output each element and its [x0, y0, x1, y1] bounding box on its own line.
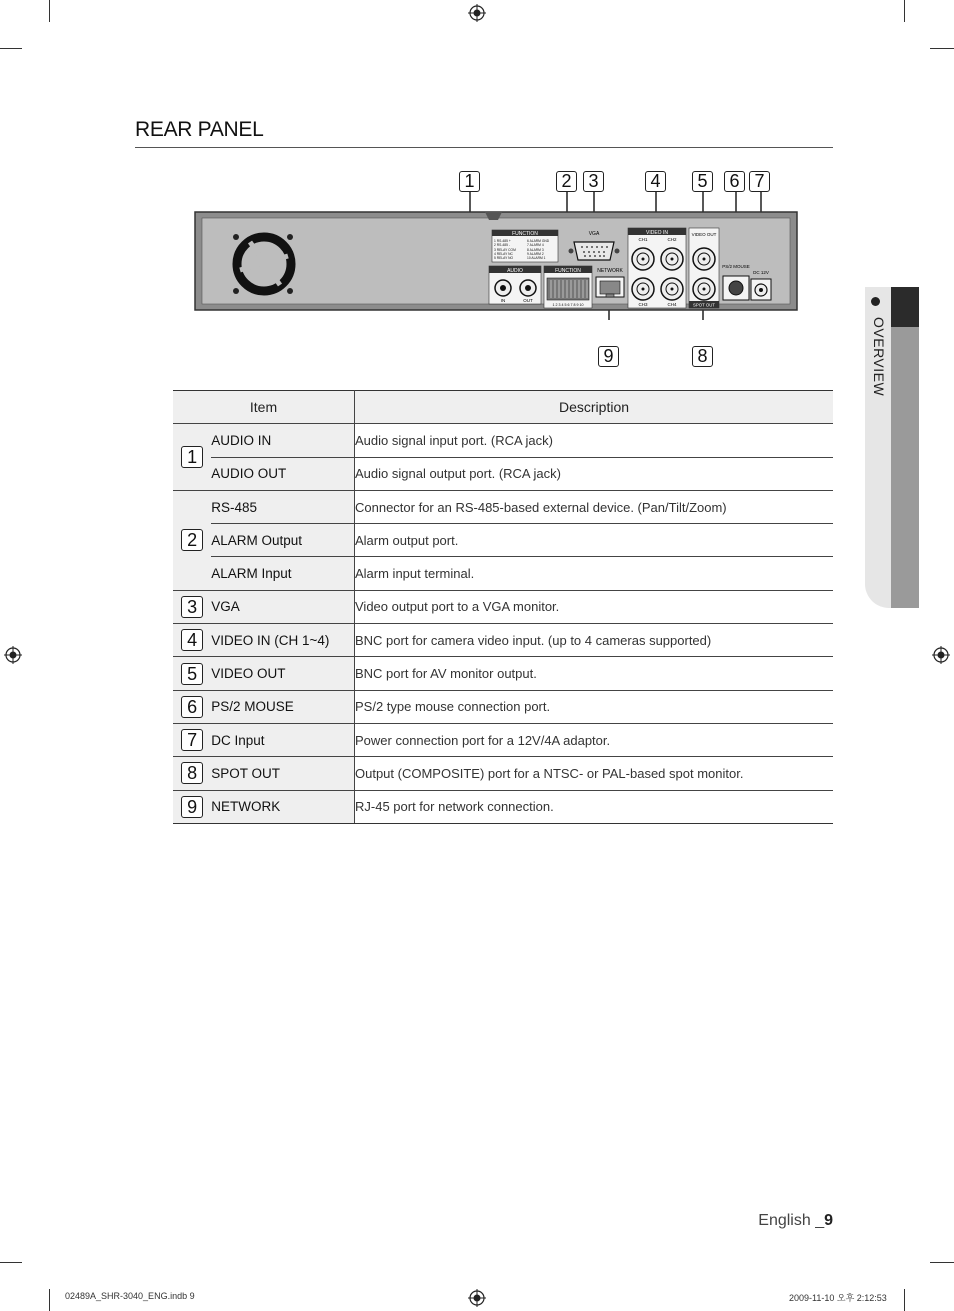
- item-name: AUDIO IN: [211, 424, 354, 457]
- item-description: Alarm output port.: [355, 524, 834, 557]
- item-number: 9: [181, 796, 203, 818]
- item-number-cell: [173, 490, 211, 590]
- function-legend-item: 3 RELAY COM: [494, 248, 516, 252]
- print-file-info: 02489A_SHR-3040_ENG.indb 9: [65, 1291, 195, 1301]
- function-legend-item: 2 RS-485 -: [494, 243, 510, 247]
- item-number: 1: [181, 446, 203, 468]
- item-number-cell: [173, 757, 211, 790]
- item-number: 3: [181, 596, 203, 618]
- page-language: English _: [758, 1212, 825, 1229]
- function-legend-item: 1 RS-485 +: [494, 239, 511, 243]
- print-date-info: 2009-11-10 오후 2:12:53: [789, 1293, 887, 1303]
- function-legend-title: FUNCTION: [512, 231, 538, 237]
- function-terminal-label: FUNCTION: [555, 268, 581, 274]
- item-description: Output (COMPOSITE) port for a NTSC- or PAL-based spot monitor.: [355, 757, 834, 790]
- ch3-label: CH3: [638, 302, 648, 307]
- video-in-label: VIDEO IN: [646, 230, 668, 236]
- item-description: BNC port for camera video input. (up to 4 cameras supported): [355, 624, 834, 657]
- item-number-cell: [173, 657, 211, 690]
- item-name: DC Input: [211, 723, 354, 756]
- item-name: RS-485: [211, 490, 354, 523]
- item-number: 8: [181, 762, 203, 784]
- section-side-tab: [865, 287, 919, 608]
- item-number-cell: [173, 590, 211, 623]
- item-description: Audio signal output port. (RCA jack): [355, 457, 834, 490]
- callout-6: 6: [724, 171, 745, 192]
- crop-mark: [49, 0, 50, 22]
- callout-7: 7: [749, 171, 770, 192]
- crop-mark: [930, 1262, 954, 1263]
- dc-12v-label: DC 12V: [753, 270, 769, 275]
- item-name: AUDIO OUT: [211, 457, 354, 490]
- vga-label: VGA: [588, 231, 600, 237]
- callout-4: 4: [645, 171, 666, 192]
- table-row: [173, 557, 833, 590]
- side-tab-label: OVERVIEW: [871, 317, 887, 397]
- item-description: BNC port for AV monitor output.: [355, 657, 834, 690]
- function-legend-item: 10 ALARM 1: [527, 256, 546, 260]
- video-out-label: VIDEO OUT: [691, 232, 717, 237]
- item-name: SPOT OUT: [211, 757, 354, 790]
- item-name: ALARM Input: [211, 557, 354, 590]
- item-description: PS/2 type mouse connection port.: [355, 690, 834, 723]
- item-number-cell: [173, 790, 211, 823]
- function-legend-item: 6 ALARM GND: [527, 239, 550, 243]
- callout-3: 3: [583, 171, 604, 192]
- crop-mark: [0, 48, 22, 49]
- function-legend-item: 8 ALARM 3: [527, 248, 544, 252]
- table-header-row: [173, 391, 833, 424]
- item-description: Audio signal input port. (RCA jack): [355, 424, 834, 457]
- crop-mark: [904, 1289, 905, 1311]
- table-row: [173, 457, 833, 490]
- item-number: 6: [181, 696, 203, 718]
- item-number: 2: [181, 529, 203, 551]
- item-name: VIDEO IN (CH 1~4): [211, 624, 354, 657]
- item-number: 5: [181, 663, 203, 685]
- side-tab-marker: [891, 287, 919, 327]
- registration-mark-icon: [468, 1289, 486, 1307]
- crop-mark: [0, 1262, 22, 1263]
- item-name: VGA: [211, 590, 354, 623]
- item-name: PS/2 MOUSE: [211, 690, 354, 723]
- function-legend-item: 5 RELAY NO: [494, 256, 514, 260]
- crop-mark: [930, 48, 954, 49]
- header-item: Item: [173, 391, 355, 424]
- ch1-label: CH1: [638, 237, 648, 242]
- ps2-mouse-label: PS/2 MOUSE: [722, 264, 750, 269]
- item-description: RJ-45 port for network connection.: [355, 790, 834, 823]
- item-number-cell: [173, 624, 211, 657]
- item-description: Alarm input terminal.: [355, 557, 834, 590]
- callout-9: 9: [598, 346, 619, 367]
- function-legend-item: 9 ALARM 2: [527, 252, 544, 256]
- item-number: 4: [181, 629, 203, 651]
- item-number: 7: [181, 729, 203, 751]
- table-row: [173, 657, 833, 690]
- spot-out-label: SPOT OUT: [693, 302, 715, 308]
- terminal-numbers: 1 2 3 4 5 6 7 8 9 10: [552, 303, 584, 307]
- bullet-icon: [871, 297, 880, 306]
- callout-2: 2: [556, 171, 577, 192]
- table-row: [173, 790, 833, 823]
- header-description: Description: [355, 391, 834, 424]
- callout-8: 8: [692, 346, 713, 367]
- item-description: Connector for an RS-485-based external device. (Pan/Tilt/Zoom): [355, 490, 834, 523]
- rear-panel-table: [173, 390, 833, 824]
- item-name: NETWORK: [211, 790, 354, 823]
- callout-5: 5: [692, 171, 713, 192]
- side-tab-strip: [891, 327, 919, 608]
- table-row: [173, 424, 833, 457]
- rear-panel-diagram: [190, 190, 802, 320]
- table-row: [173, 757, 833, 790]
- page-number: [758, 1212, 833, 1230]
- registration-mark-icon: [4, 646, 22, 664]
- item-description: Power connection port for a 12V/4A adaptor.: [355, 723, 834, 756]
- item-number-cell: [173, 424, 211, 491]
- table-row: [173, 690, 833, 723]
- crop-mark: [904, 0, 905, 22]
- network-label: NETWORK: [597, 268, 623, 274]
- item-description: Video output port to a VGA monitor.: [355, 590, 834, 623]
- audio-in-label: IN: [500, 298, 506, 303]
- page-number-value: 9: [824, 1212, 833, 1229]
- table-row: [173, 490, 833, 523]
- item-name: ALARM Output: [211, 524, 354, 557]
- item-name: VIDEO OUT: [211, 657, 354, 690]
- table-row: [173, 524, 833, 557]
- function-legend-item: 4 RELAY NC: [494, 252, 513, 256]
- registration-mark-icon: [932, 646, 950, 664]
- audio-label: AUDIO: [507, 268, 523, 274]
- crop-mark: [49, 1289, 50, 1311]
- ch2-label: CH2: [667, 237, 677, 242]
- table-row: [173, 590, 833, 623]
- ch4-label: CH4: [667, 302, 677, 307]
- table-row: [173, 723, 833, 756]
- audio-out-label: OUT: [523, 298, 533, 303]
- callout-1: 1: [459, 171, 480, 192]
- registration-mark-icon: [468, 4, 486, 22]
- table-row: [173, 624, 833, 657]
- page-title: REAR PANEL: [135, 118, 833, 148]
- function-legend-item: 7 ALARM 4: [527, 243, 544, 247]
- item-number-cell: [173, 723, 211, 756]
- item-number-cell: [173, 690, 211, 723]
